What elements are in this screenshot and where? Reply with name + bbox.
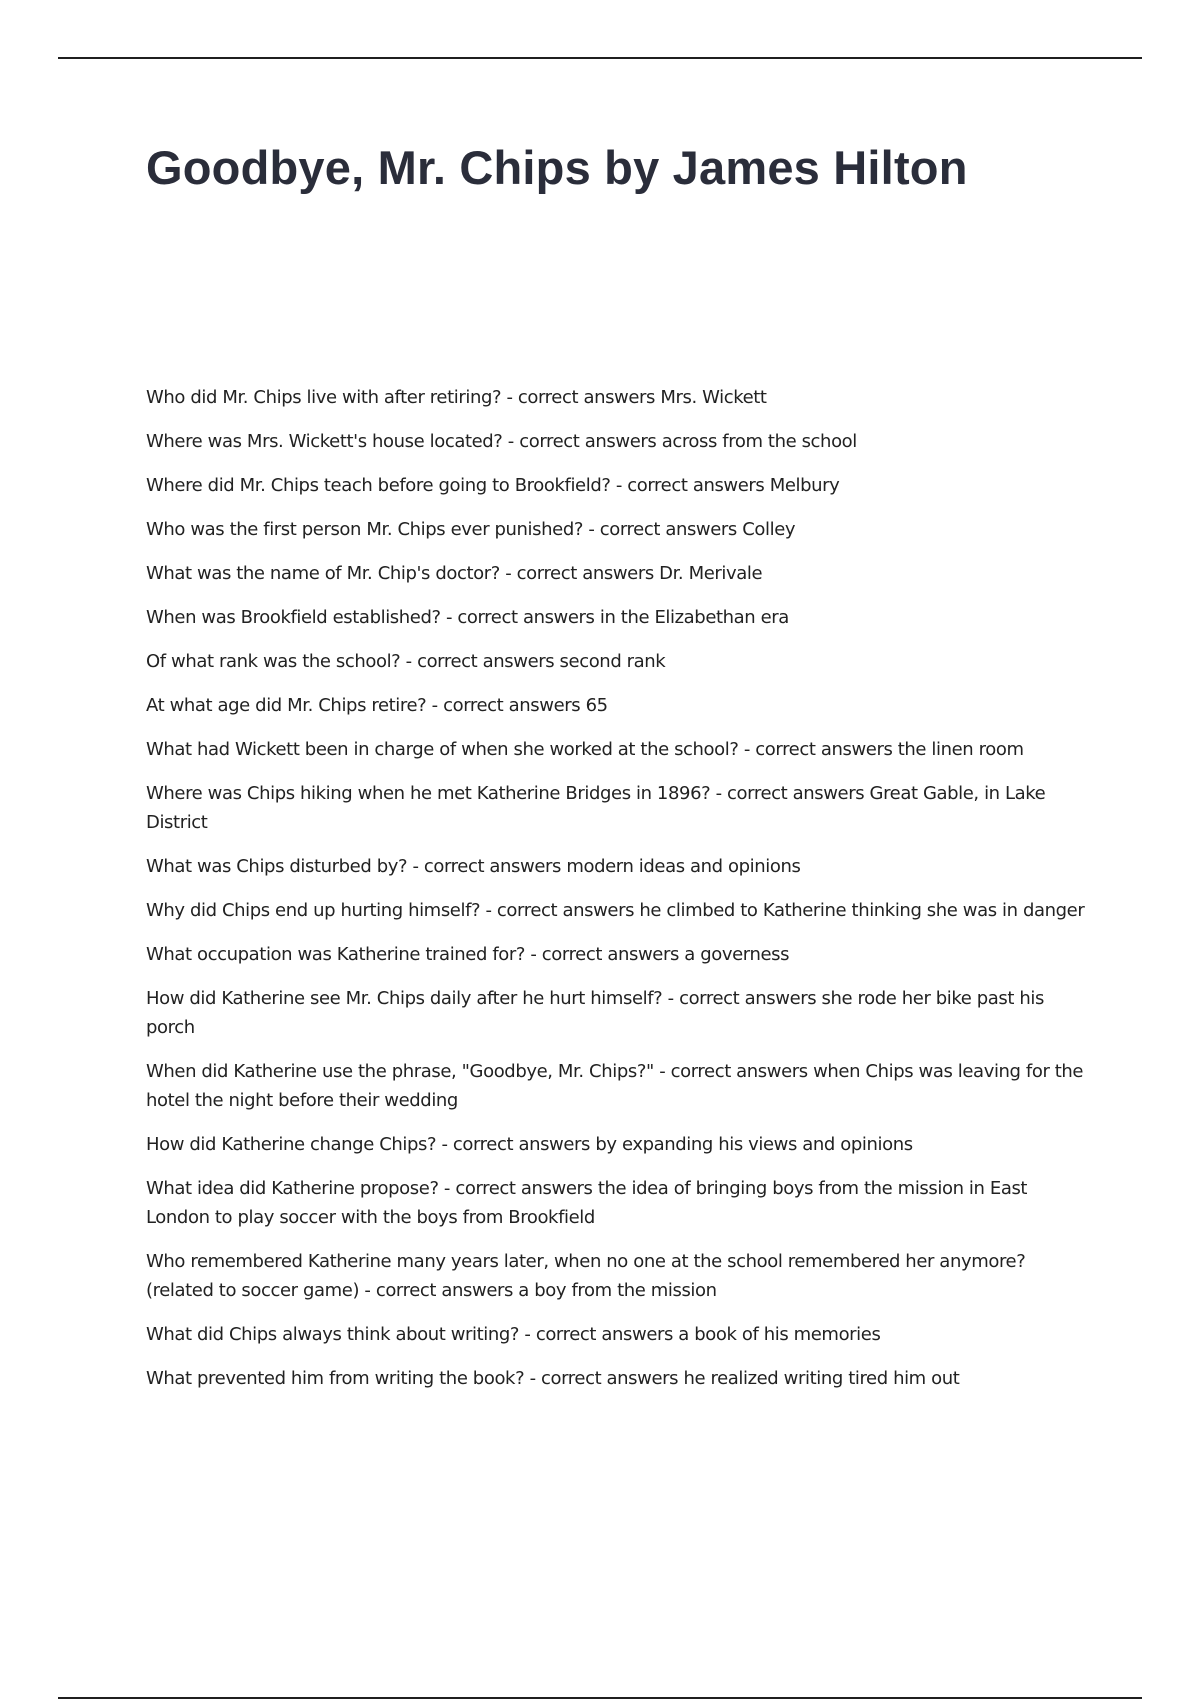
qa-list	[146, 383, 1086, 1408]
answer-prefix: correct answers	[496, 900, 635, 921]
answer-prefix: correct answers	[599, 519, 737, 540]
answer-text: she rode her bike past his porch	[146, 988, 1044, 1038]
separator: -	[738, 739, 756, 760]
answer-text: Colley	[742, 519, 796, 540]
qa-item-7	[146, 647, 1086, 676]
question-text: When did Katherine use the phrase, "Goodbye, Mr. Chips?"	[146, 1061, 654, 1082]
answer-prefix: correct answers	[670, 1061, 808, 1082]
answer-text: the idea of bringing boys from the mission in East London to play soccer with the boys from Brookfield	[146, 1178, 1028, 1228]
question-text: Who remembered Katherine many years later, when no one at the school remembered her anymore? (related to soccer game)	[146, 1251, 1026, 1301]
qa-item-2	[146, 427, 1086, 456]
separator: -	[653, 1061, 671, 1082]
answer-prefix: correct answers	[679, 988, 817, 1009]
answer-prefix: correct answers	[457, 607, 595, 628]
separator: -	[501, 387, 518, 408]
document-title: Goodbye, Mr. Chips by James Hilton	[146, 141, 968, 194]
question-text: What idea did Katherine propose?	[146, 1178, 439, 1199]
question-text: At what age did Mr. Chips retire?	[146, 695, 427, 716]
answer-text: across from the school	[661, 431, 857, 452]
separator: -	[400, 651, 418, 672]
qa-item-14	[146, 984, 1086, 1042]
qa-item-6	[146, 603, 1086, 632]
qa-item-9	[146, 735, 1086, 764]
question-text: Who was the first person Mr. Chips ever punished?	[146, 519, 584, 540]
answer-prefix: correct answers	[375, 1280, 513, 1301]
question-text: What was Chips disturbed by?	[146, 856, 408, 877]
question-text: Who did Mr. Chips live with after retiring?	[146, 387, 502, 408]
question-text: Where did Mr. Chips teach before going to Brookfield?	[146, 475, 611, 496]
separator: -	[407, 856, 424, 877]
qa-item-19	[146, 1320, 1086, 1349]
qa-item-1	[146, 383, 1086, 412]
separator: -	[710, 783, 728, 804]
separator: -	[438, 1178, 456, 1199]
answer-text: second rank	[559, 651, 666, 672]
separator: -	[436, 1134, 453, 1155]
question-text: What did Chips always think about writing?	[146, 1324, 520, 1345]
bottom-rule	[58, 1697, 1142, 1699]
question-text: How did Katherine see Mr. Chips daily after he hurt himself?	[146, 988, 663, 1009]
answer-text: Mrs. Wickett	[660, 387, 767, 408]
answer-text: a governess	[684, 944, 790, 965]
qa-item-5	[146, 559, 1086, 588]
answer-text: Great Gable, in Lake District	[146, 783, 1046, 833]
answer-prefix: correct answers	[627, 475, 765, 496]
answer-prefix: correct answers	[452, 1134, 591, 1155]
answer-text: Dr. Merivale	[659, 563, 763, 584]
answer-prefix: correct answers	[417, 651, 555, 672]
question-text: How did Katherine change Chips?	[146, 1134, 437, 1155]
qa-item-20	[146, 1364, 1086, 1393]
answer-text: a boy from the mission	[518, 1280, 717, 1301]
qa-item-12	[146, 896, 1086, 925]
answer-text: in the Elizabethan era	[599, 607, 789, 628]
qa-item-13	[146, 940, 1086, 969]
question-text: When was Brookfield established?	[146, 607, 441, 628]
answer-text: a book of his memories	[678, 1324, 881, 1345]
answer-text: Melbury	[769, 475, 840, 496]
separator: -	[525, 944, 542, 965]
question-text: Where was Mrs. Wickett's house located?	[146, 431, 503, 452]
top-rule	[58, 57, 1142, 59]
answer-prefix: correct answers	[423, 856, 562, 877]
answer-text: the linen room	[897, 739, 1024, 760]
answer-prefix: correct answers	[755, 739, 893, 760]
separator: -	[524, 1368, 541, 1389]
answer-text: he realized writing tired him out	[683, 1368, 960, 1389]
question-text: What was the name of Mr. Chip's doctor?	[146, 563, 500, 584]
question-text: Why did Chips end up hurting himself?	[146, 900, 481, 921]
separator: -	[359, 1280, 376, 1301]
question-text: What had Wickett been in charge of when she worked at the school?	[146, 739, 739, 760]
question-text: What occupation was Katherine trained for?	[146, 944, 526, 965]
question-text: Of what rank was the school?	[146, 651, 401, 672]
qa-item-8	[146, 691, 1086, 720]
separator: -	[519, 1324, 536, 1345]
qa-item-18	[146, 1247, 1086, 1305]
answer-text: he climbed to Katherine thinking she was in danger	[639, 900, 1085, 921]
answer-text: modern ideas and opinions	[566, 856, 801, 877]
answer-text: 65	[585, 695, 608, 716]
separator: -	[662, 988, 680, 1009]
answer-prefix: correct answers	[535, 1324, 673, 1345]
answer-prefix: correct answers	[541, 1368, 679, 1389]
separator: -	[480, 900, 497, 921]
qa-item-11	[146, 852, 1086, 881]
answer-prefix: correct answers	[517, 387, 656, 408]
separator: -	[583, 519, 600, 540]
answer-prefix: correct answers	[443, 695, 581, 716]
qa-item-17	[146, 1174, 1086, 1232]
qa-item-16	[146, 1130, 1086, 1159]
qa-item-4	[146, 515, 1086, 544]
separator: -	[426, 695, 444, 716]
qa-item-15	[146, 1057, 1086, 1115]
separator: -	[610, 475, 628, 496]
separator: -	[499, 563, 517, 584]
answer-prefix: correct answers	[516, 563, 654, 584]
question-text: What prevented him from writing the book?	[146, 1368, 525, 1389]
question-text: Where was Chips hiking when he met Katherine Bridges in 1896?	[146, 783, 711, 804]
answer-prefix: correct answers	[455, 1178, 593, 1199]
answer-text: by expanding his views and opinions	[595, 1134, 913, 1155]
qa-item-10	[146, 779, 1086, 837]
answer-prefix: correct answers	[727, 783, 865, 804]
answer-prefix: correct answers	[541, 944, 679, 965]
answer-prefix: correct answers	[519, 431, 657, 452]
answer-text: when Chips was leaving for the hotel the night before their wedding	[146, 1061, 1084, 1111]
qa-item-3	[146, 471, 1086, 500]
separator: -	[440, 607, 458, 628]
separator: -	[502, 431, 520, 452]
